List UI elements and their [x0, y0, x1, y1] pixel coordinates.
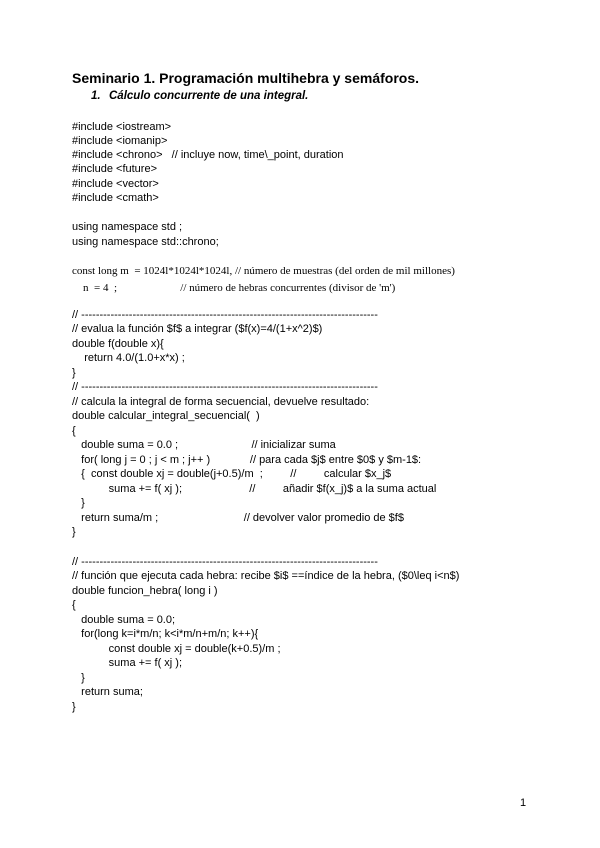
- code-line: using namespace std ;: [72, 221, 183, 233]
- code-line: }: [72, 526, 76, 538]
- code-line: }: [72, 672, 85, 684]
- code-line: #include <iostream>: [72, 121, 172, 133]
- code-line: for( long j = 0 ; j < m ; j++ ) // para cada $j$ entre $0$ y $m-1$:: [72, 454, 422, 466]
- page-number: 1: [520, 797, 527, 809]
- code-line: // evalua la función $f$ a integrar ($f(x)=4/(1+x^2)$): [72, 323, 323, 335]
- code-line: // ---------------------------------------------------------------------------------: [72, 309, 378, 321]
- code-line: // calcula la integral de forma secuencial, devuelve resultado:: [72, 396, 370, 408]
- code-line: #include <vector>: [72, 178, 159, 190]
- code-line: #include <cmath>: [72, 192, 159, 204]
- code-line: double calcular_integral_secuencial( ): [72, 410, 260, 422]
- code-line: for(long k=i*m/n; k<i*m/n+m/n; k++){: [72, 628, 259, 640]
- code-line: #include <chrono> // incluye now, time\_point, duration: [72, 149, 344, 161]
- code-line: return suma;: [72, 686, 143, 698]
- code-line: #include <iomanip>: [72, 135, 168, 147]
- code-line: }: [72, 497, 85, 509]
- code-line: #include <future>: [72, 163, 158, 175]
- code-line: double suma = 0.0 ; // inicializar suma: [72, 439, 336, 451]
- code-line: double f(double x){: [72, 338, 164, 350]
- code-line: }: [72, 701, 76, 713]
- code-line: return suma/m ; // devolver valor promedio de $f$: [72, 512, 404, 524]
- code-line: suma += f( xj );: [72, 657, 183, 669]
- section-heading: [91, 90, 308, 102]
- code-line: using namespace std::chrono;: [72, 236, 219, 248]
- code-line: suma += f( xj ); // añadir $f(x_j)$ a la suma actual: [72, 483, 437, 495]
- code-line: return 4.0/(1.0+x*x) ;: [72, 352, 185, 364]
- code-line: { const double xj = double(j+0.5)/m ; // calcular $x_j$: [72, 468, 392, 480]
- code-line: {: [72, 425, 76, 437]
- code-line: double funcion_hebra( long i ): [72, 585, 218, 597]
- code-line: // ---------------------------------------------------------------------------------: [72, 556, 378, 568]
- code-line: }: [72, 367, 76, 379]
- code-line: // función que ejecuta cada hebra: recibe $i$ ==índice de la hebra, ($0\leq i<n$): [72, 570, 460, 582]
- page-title: Seminario 1. Programación multihebra y semáforos.: [72, 70, 419, 86]
- code-line: // ---------------------------------------------------------------------------------: [72, 381, 378, 393]
- code-line: double suma = 0.0;: [72, 614, 176, 626]
- section-number: 1.: [91, 90, 101, 102]
- code-line: n = 4 ; // número de hebras concurrentes (divisor de 'm'): [72, 282, 396, 294]
- section-title: Cálculo concurrente de una integral.: [109, 90, 309, 102]
- code-line: const long m = 1024l*1024l*1024l, // número de muestras (del orden de mil millones): [72, 265, 455, 277]
- code-line: const double xj = double(k+0.5)/m ;: [72, 643, 281, 655]
- code-line: {: [72, 599, 76, 611]
